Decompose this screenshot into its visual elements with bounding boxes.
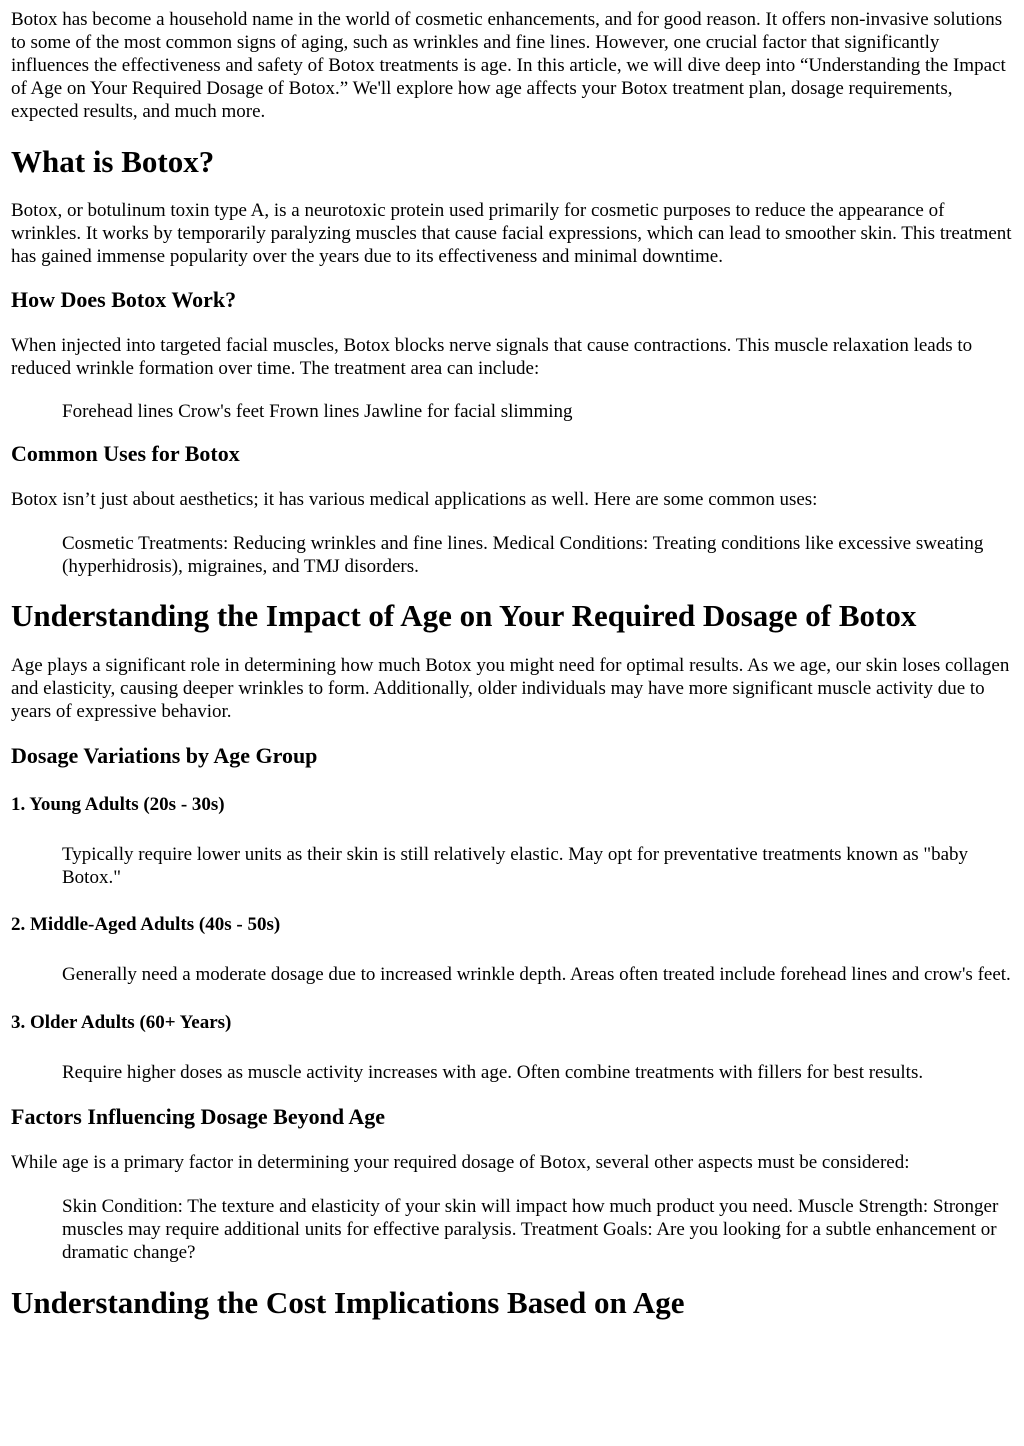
factors-quote: Skin Condition: The texture and elasticity of your skin will impact how much product you need. Muscle Strength: Stronger muscles may require additional units for effective paralysis. Treatment Goals: Are you looking for a subtle enhancement or dramatic change?	[62, 1196, 999, 1263]
middle-aged-adults-quote: Generally need a moderate dosage due to increased wrinkle depth. Areas often treated include forehead lines and crow's feet.	[62, 964, 1011, 985]
heading-impact-of-age: Understanding the Impact of Age on Your Required Dosage of Botox	[11, 598, 917, 633]
heading-common-uses: Common Uses for Botox	[11, 441, 240, 466]
treatment-areas-quote: Forehead lines Crow's feet Frown lines Jawline for facial slimming	[62, 401, 573, 422]
heading-factors-beyond-age: Factors Influencing Dosage Beyond Age	[11, 1104, 385, 1129]
heading-cost-implications: Understanding the Cost Implications Based on Age	[11, 1285, 685, 1320]
intro-paragraph: Botox has become a household name in the world of cosmetic enhancements, and for good reason. It offers non-invasive solutions to some of the most common signs of aging, such as wrinkles and fine lines. However, one crucial factor that significantly influences the effectiveness and safety of Botox treatments is age. In this article, we will dive deep into “Understanding the Impact of Age on Your Required Dosage of Botox.” We'll explore how age affects your Botox treatment plan, dosage requirements, expected results, and much more.	[11, 9, 1006, 122]
factors-paragraph: While age is a primary factor in determining your required dosage of Botox, several other aspects must be considered:	[11, 1152, 910, 1173]
heading-young-adults: 1. Young Adults (20s - 30s)	[11, 794, 225, 815]
older-adults-quote: Require higher doses as muscle activity increases with age. Often combine treatments with fillers for best results.	[62, 1062, 924, 1083]
heading-dosage-variations: Dosage Variations by Age Group	[11, 743, 318, 768]
heading-how-does-botox-work: How Does Botox Work?	[11, 287, 237, 312]
heading-older-adults: 3. Older Adults (60+ Years)	[11, 1012, 232, 1033]
heading-what-is-botox: What is Botox?	[11, 144, 215, 179]
how-does-botox-work-paragraph: When injected into targeted facial muscles, Botox blocks nerve signals that cause contractions. This muscle relaxation leads to reduced wrinkle formation over time. The treatment area can include:	[11, 335, 973, 379]
heading-middle-aged-adults: 2. Middle-Aged Adults (40s - 50s)	[11, 914, 281, 935]
common-uses-paragraph: Botox isn’t just about aesthetics; it has various medical applications as well. Here are some common uses:	[11, 489, 818, 510]
young-adults-quote: Typically require lower units as their skin is still relatively elastic. May opt for preventative treatments known as "baby Botox."	[62, 844, 969, 888]
common-uses-quote: Cosmetic Treatments: Reducing wrinkles and fine lines. Medical Conditions: Treating conditions like excessive sweating (hyperhidrosis), migraines, and TMJ disorders.	[62, 533, 984, 577]
impact-of-age-paragraph: Age plays a significant role in determining how much Botox you might need for optimal results. As we age, our skin loses collagen and elasticity, causing deeper wrinkles to form. Additionally, older individuals may have more significant muscle activity due to years of expressive behavior.	[11, 655, 1010, 722]
what-is-botox-paragraph: Botox, or botulinum toxin type A, is a neurotoxic protein used primarily for cosmetic purposes to reduce the appearance of wrinkles. It works by temporarily paralyzing muscles that cause facial expressions, which can lead to smoother skin. This treatment has gained immense popularity over the years due to its effectiveness and minimal downtime.	[11, 200, 1012, 267]
